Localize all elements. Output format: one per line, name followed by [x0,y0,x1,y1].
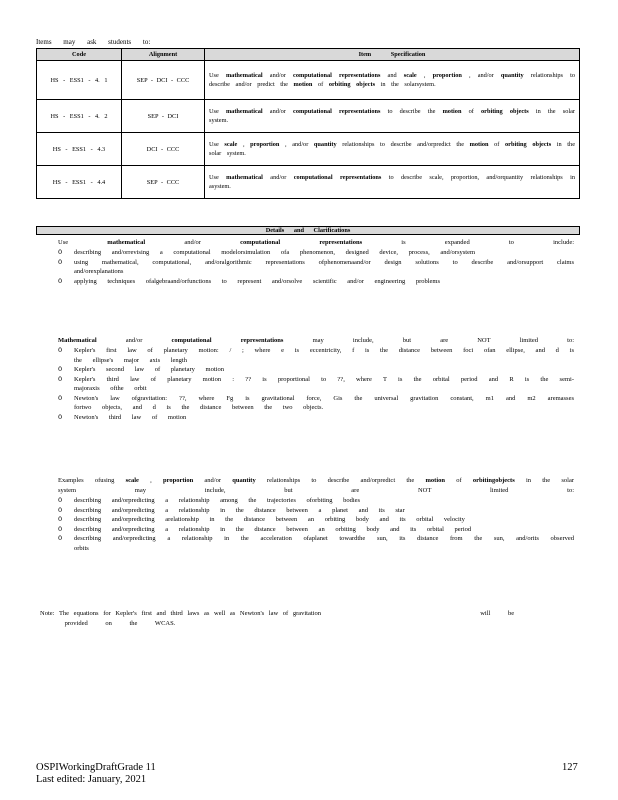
section-heading [44,336,574,346]
keyword-text: mathematical [225,71,263,79]
plain-text: to describe the [380,107,443,115]
keyword-text: orbiting [505,140,527,148]
code-cell: HS - ESS1 - 4.3 [37,133,122,166]
keyword-text: proportion [162,477,194,484]
plain-text: Examples ofusing [58,477,126,484]
section-heading [44,476,574,496]
alignment-cell: SEP - DCI [122,100,205,133]
page-number: 127 [562,762,578,773]
list-item: 0 applying techniques ofalgebraand/orfunctions to represent and/orsolve scientific and/or engineering problems [58,276,441,285]
spec-cell [205,61,580,100]
note-line2: provided on the WCAS. [64,620,176,627]
plain-text: to describe scale, proportion, and/orquantity relationships in asystem. [209,173,575,190]
plain-text [332,108,339,115]
note-tail: will be [480,610,515,617]
keyword-text: quantity [313,140,337,148]
list-item: 0 Kepler's first law of planetary motion: / ; where e is eccentricity, f is the distance between foci ofan ellipse, and d is the ellipse's major axis length [58,346,574,364]
list-item: 0 describing and/orrevising a computational modelorsimulation ofa phenomenon, designed device, process, and/orsystem [58,248,476,256]
keyword-text: motion [293,81,313,88]
keyword-text: quantity [232,477,256,484]
list-item: 0 Kepler's third law of planetary motion : ?? is proportional to ??, where T is the orbital period and R is the semi- majoraxis ofthe orbit [58,374,574,392]
keyword-text: computational [293,173,333,181]
keyword-text: mathematical [226,173,263,181]
plain-text: in the solarsystem. [375,81,436,88]
bullet-marker: 0 [58,505,63,514]
details-section [44,476,574,553]
keyword-text: proportion [432,71,462,79]
footer-info [36,762,156,786]
bullet-marker: 0 [58,276,63,285]
bullet-marker: 0 [58,534,63,542]
keyword-text: scale [403,71,417,79]
plain-text: Use [209,107,226,115]
keyword-text: Mathematical [58,337,97,344]
keyword-text: motion [442,107,462,115]
keyword-text: representations [319,239,363,246]
table-row [37,133,580,166]
plain-text: , and/or [279,140,314,148]
keyword-text: mathematical [225,107,263,115]
bullet-marker: 0 [58,515,63,523]
plain-text: is expanded to include: [362,239,575,246]
keyword-text: computational [240,239,281,246]
code-cell: HS - ESS1 - 4. 2 [37,100,122,133]
list-item: 0 Newton's law ofgravitation: ??, where Fg is gravitational force, Gis the universal gravitation constant, m1 and m2 aremasses fortwo objects, and d is the distance between the two objects. [58,393,574,411]
plain-text: Use [209,173,227,181]
bullet-marker: 0 [58,524,63,533]
keyword-text: objects [532,140,552,148]
bullet-marker: 0 [58,393,63,402]
alignment-cell: SEP - CCC [122,166,205,199]
keyword-text: motion [469,140,489,148]
bullet-marker: 0 [58,374,63,383]
bullet-marker: 0 [58,346,63,354]
keyword-text: quantity [500,71,524,79]
plain-text: and [380,71,404,79]
code-cell: HS - ESS1 - 4. 1 [37,61,122,100]
plain-text [333,174,340,181]
table-row [37,100,580,133]
list-item: 0 describing and/orpredicting a relationship among the trajectories oforbiting bodies [58,496,361,504]
plain-text: , [416,71,433,79]
keyword-text: orbiting [481,107,503,115]
section-heading-text [58,337,574,344]
plain-text: relationships to describe and/orpredict the [255,477,426,484]
plain-text: of [445,477,473,484]
header-code: Code [37,49,122,61]
keyword-text: orbiting [328,81,351,88]
keyword-text: motion [425,477,445,484]
keyword-text: scale [125,477,139,484]
alignment-cell: SEP - DCI - CCC [122,61,205,100]
keyword-text: computational [293,107,332,115]
plain-text: of [312,81,329,88]
header-alignment: Alignment [122,49,205,61]
plain-text: Use [209,71,226,79]
keyword-text: objects [509,107,529,115]
alignment-cell: DCI - CCC [122,133,205,166]
table-header-row [37,49,580,61]
plain-text: and/or [262,71,294,79]
keyword-text: mathematical [107,239,146,246]
plain-text: may include, but are NOT limited to: [283,337,575,344]
plain-text [212,337,241,344]
keyword-text: representations [240,337,284,344]
bullet-marker: 0 [58,412,63,421]
item-specification-table [36,48,580,199]
keyword-text: computational [171,337,212,344]
footer-draft-title: OSPIWorkingDraftGrade 11 [36,762,156,773]
table-row [37,166,580,199]
list-item: 0 using mathematical, computational, and/oralgorithmic representations ofphenomenaand/or design solutions to describe and/orsupport claims and/orexplanations [58,257,574,275]
equations-note [40,609,570,629]
plain-text [332,72,339,79]
section-heading-text [58,477,574,494]
section-heading-text [58,239,574,246]
code-cell: HS - ESS1 - 4.4 [37,166,122,199]
list-item: 0 describing and/orpredicting a relationship in the distance between a planet and its star [58,505,405,514]
list-item: 0 describing and/orpredicting arelationship in the distance between an orbiting body and its orbital velocity [58,515,465,523]
plain-text: and/or [193,477,233,484]
plain-text: , [138,477,163,484]
bullet-marker: 0 [58,365,63,373]
plain-text: in the solar system. [209,140,576,157]
spec-cell [205,133,580,166]
list-item: 0 describing and/orpredicting a relationship in the distance between an orbiting body and its orbital period [58,524,472,533]
list-item: 0 Kepler's second law of planetary motion [58,365,224,373]
plain-text: Use [58,239,108,246]
bullet-marker: 0 [58,257,63,266]
keyword-text: representations [339,71,381,79]
details-section [44,238,574,286]
list-item: 0 Newton's third law of motion [58,412,187,421]
plain-text: and/or [262,107,294,115]
note-text: Note: The equations for Kepler's first and third laws as well as Newton's law of gravitation [40,610,321,617]
plain-text [503,108,510,115]
spec-cell [205,100,580,133]
footer-last-edited: Last edited: January, 2021 [36,774,147,785]
header-item-specification: Item Specification [205,49,580,61]
plain-text: of [488,140,505,148]
keyword-text: proportion [250,140,280,148]
plain-text: , [237,140,251,148]
details-clarifications-header: Details and Clarifications [36,226,580,235]
bullet-marker: 0 [58,248,63,256]
plain-text: relationships to describe and/or predict the [209,71,576,88]
keyword-text: computational [293,71,332,79]
keyword-text: representations [339,107,381,115]
plain-text: relationships to describe and/orpredict the [336,140,470,148]
plain-text: of [461,107,481,115]
plain-text: in the solar system may include, but are NOT limited to: [58,477,574,494]
bullet-marker: 0 [58,496,63,504]
plain-text: , and/or [461,71,501,79]
keyword-text: objects [356,81,376,88]
plain-text [280,239,319,246]
plain-text: in the solar system. [209,107,575,124]
section-heading [44,238,574,248]
table-row [37,61,580,100]
keyword-text: scale [224,140,238,148]
plain-text: and/or [145,239,241,246]
intro-text: Items may ask students to: [36,38,151,46]
list-item: 0 describing and/orpredicting a relationship in the acceleration ofaplanet towardthe sun, its distance from the sun, and/orits observed orbits [58,534,574,552]
plain-text: Use [209,140,225,148]
details-section [44,336,574,422]
keyword-text: orbitingobjects [472,477,515,484]
spec-cell [205,166,580,199]
plain-text: and/or [96,337,172,344]
plain-text: and/or [262,173,294,181]
keyword-text: representations [339,173,382,181]
